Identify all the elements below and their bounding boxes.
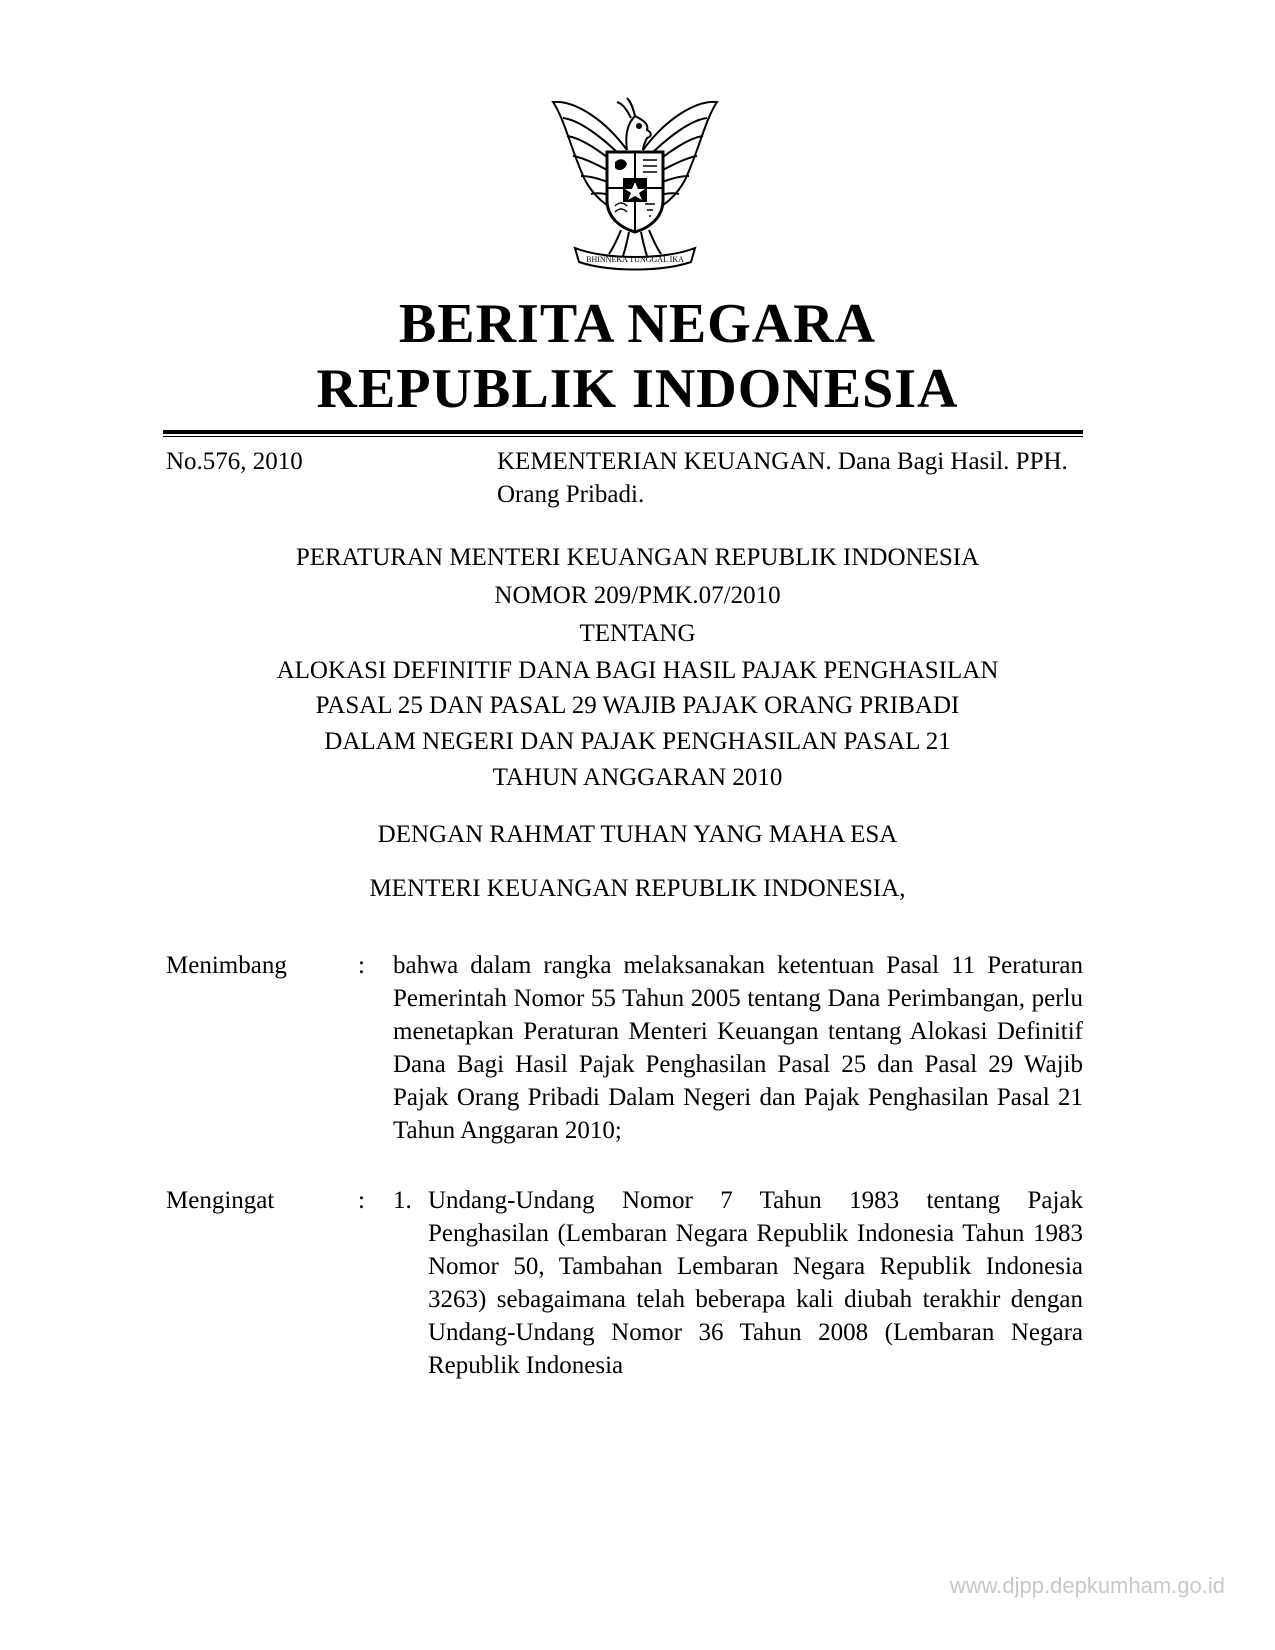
recalling-item [393, 1184, 1083, 1382]
masthead-divider-thick [163, 430, 1083, 434]
gazette-masthead-line1: BERITA NEGARA [398, 293, 877, 355]
watermark-url: www.djpp.depkumham.go.id [949, 1573, 1225, 1598]
considering-text: bahwa dalam rangka melaksanakan ketentuan Pasal 11 Peraturan Pemerintah Nomor 55 Tahun 2005 tentang Dana Perimbangan, perlu menetapkan Peraturan Menteri Keuangan tentang Alokasi Definitif Dana Bagi Hasil Pajak Penghasilan Pasal 25 dan Pasal 29 Wajib Pajak Orang Pribadi Dalam Negeri dan Pajak Penghasilan Pasal 21 Tahun Anggaran 2010; [393, 952, 1083, 1144]
gazette-number: No.576, 2010 [166, 448, 303, 475]
regulation-subject-line-4: TAHUN ANGGARAN 2010 [492, 764, 783, 791]
invocation: DENGAN RAHMAT TUHAN YANG MAHA ESA [377, 821, 898, 848]
recalling-item-text: Undang-Undang Nomor 7 Tahun 1983 tentang Pajak Penghasilan (Lembaran Negara Republik Indonesia Tahun 1983 Nomor 50, Tambahan Lembaran Negara Republik Indonesia 3263) sebagaimana telah beberapa kali diubah terakhir dengan Undang-Undang Nomor 36 Tahun 2008 (Lembaran Negara Republik Indonesia [428, 1187, 1083, 1379]
recalling-label: Mengingat [166, 1187, 275, 1214]
gazette-masthead-line2: REPUBLIK INDONESIA [316, 358, 959, 420]
issuer: MENTERI KEUANGAN REPUBLIK INDONESIA, [369, 875, 906, 902]
considering-label: Menimbang [166, 952, 287, 979]
regulation-title: PERATURAN MENTERI KEUANGAN REPUBLIK INDONESIA [295, 544, 980, 571]
emblem-motto: BHINNEKA TUNGGAL IKA [586, 255, 684, 264]
regulation-subject-line-2: PASAL 25 DAN PASAL 29 WAJIB PAJAK ORANG PRIBADI [315, 692, 960, 719]
considering-colon: : [358, 952, 365, 979]
gazette-subject: KEMENTERIAN KEUANGAN. Dana Bagi Hasil. PPH. Orang Pribadi. [497, 448, 1068, 508]
garuda-pancasila-emblem-icon [535, 80, 735, 280]
recalling-colon: : [358, 1187, 365, 1214]
regulation-about: TENTANG [579, 620, 696, 647]
regulation-subject-line-1: ALOKASI DEFINITIF DANA BAGI HASIL PAJAK PENGHASILAN [276, 657, 999, 684]
recalling-item-number: 1. [393, 1187, 412, 1214]
regulation-subject-line-3: DALAM NEGERI DAN PAJAK PENGHASILAN PASAL 21 [324, 728, 951, 755]
regulation-number: NOMOR 209/PMK.07/2010 [494, 582, 781, 609]
masthead-divider-thin [163, 436, 1083, 437]
